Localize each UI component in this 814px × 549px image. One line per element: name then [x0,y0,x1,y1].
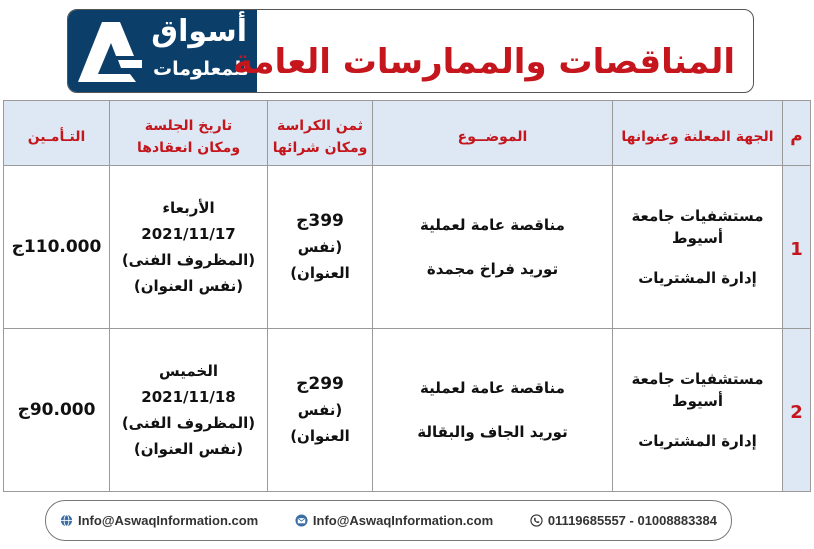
table-header-row [4,101,811,166]
booklet-price: 299ج [296,374,344,394]
entity-cell [613,166,783,329]
header-banner [67,9,754,93]
globe-icon [60,514,73,527]
phone-text: 01119685557 - 01008883384 [547,513,717,528]
entity-cell [613,329,783,492]
session-envelope: (المظروف الفنى) [121,414,256,432]
col-header-session [110,101,268,166]
table-row [4,166,811,329]
mail-icon [295,514,308,527]
phone-icon [530,514,543,527]
booklet-price: 399ج [296,211,344,231]
col-header-subject: الموضــوع [373,101,613,166]
tenders-table [3,100,811,492]
price-place: (نفس العنوان) [290,401,350,445]
session-date: 2021/11/17 [141,225,236,243]
session-cell [110,166,268,329]
session-day: الأربعاء [162,199,215,217]
subject-line1: مناقصة عامة لعملية [420,379,565,397]
session-place: (نفس العنوان) [133,440,244,458]
entity-line2: أسيوط [672,392,723,410]
aswaq-logo-icon [72,16,148,88]
website-text: Info@AswaqInformation.com [78,513,259,528]
entity-line3: إدارة المشتريات [638,432,757,450]
row-number: 2 [783,329,811,492]
session-date: 2021/11/18 [141,388,236,406]
price-place: (نفس العنوان) [290,238,350,282]
table-row [4,329,811,492]
logo-text-aswaq: أسواق [151,14,247,49]
col-header-entity: الجهة المعلنة وعنوانها [613,101,783,166]
subject-line2: توريد فراخ مجمدة [426,260,559,278]
contact-footer [45,500,732,541]
col-header-num: م [783,101,811,166]
email-text: Info@AswaqInformation.com [312,513,494,528]
footer-website[interactable] [60,513,258,528]
insurance-cell: 90.000ج [4,329,110,492]
session-cell [110,329,268,492]
subject-line1: مناقصة عامة لعملية [420,216,565,234]
col-header-session-line2: ومكان انعقادها [136,140,241,156]
subject-line2: توريد الجاف والبقالة [417,423,568,441]
logo [68,10,257,92]
row-number: 1 [783,166,811,329]
col-header-session-line1: تاريخ الجلسة [144,118,233,134]
subject-cell [373,329,613,492]
col-header-insurance: التـأمـين [4,101,110,166]
page-title: المناقصات والممارسات العامة [232,42,735,82]
entity-line2: أسيوط [672,229,723,247]
col-header-price [268,101,373,166]
footer-phone[interactable] [530,513,717,528]
entity-line3: إدارة المشتريات [638,269,757,287]
col-header-price-line2: ومكان شرائها [272,140,368,156]
footer-email[interactable] [295,513,493,528]
entity-line1: مستشفيات جامعة [631,370,764,388]
session-place: (نفس العنوان) [133,277,244,295]
subject-cell [373,166,613,329]
entity-line1: مستشفيات جامعة [631,207,764,225]
session-day: الخميس [159,362,218,380]
price-cell [268,329,373,492]
insurance-cell: 110.000ج [4,166,110,329]
price-cell [268,166,373,329]
session-envelope: (المظروف الفنى) [121,251,256,269]
col-header-price-line1: ثمن الكراسة [276,118,364,134]
logo-text-information: للمعلومات [152,58,249,80]
